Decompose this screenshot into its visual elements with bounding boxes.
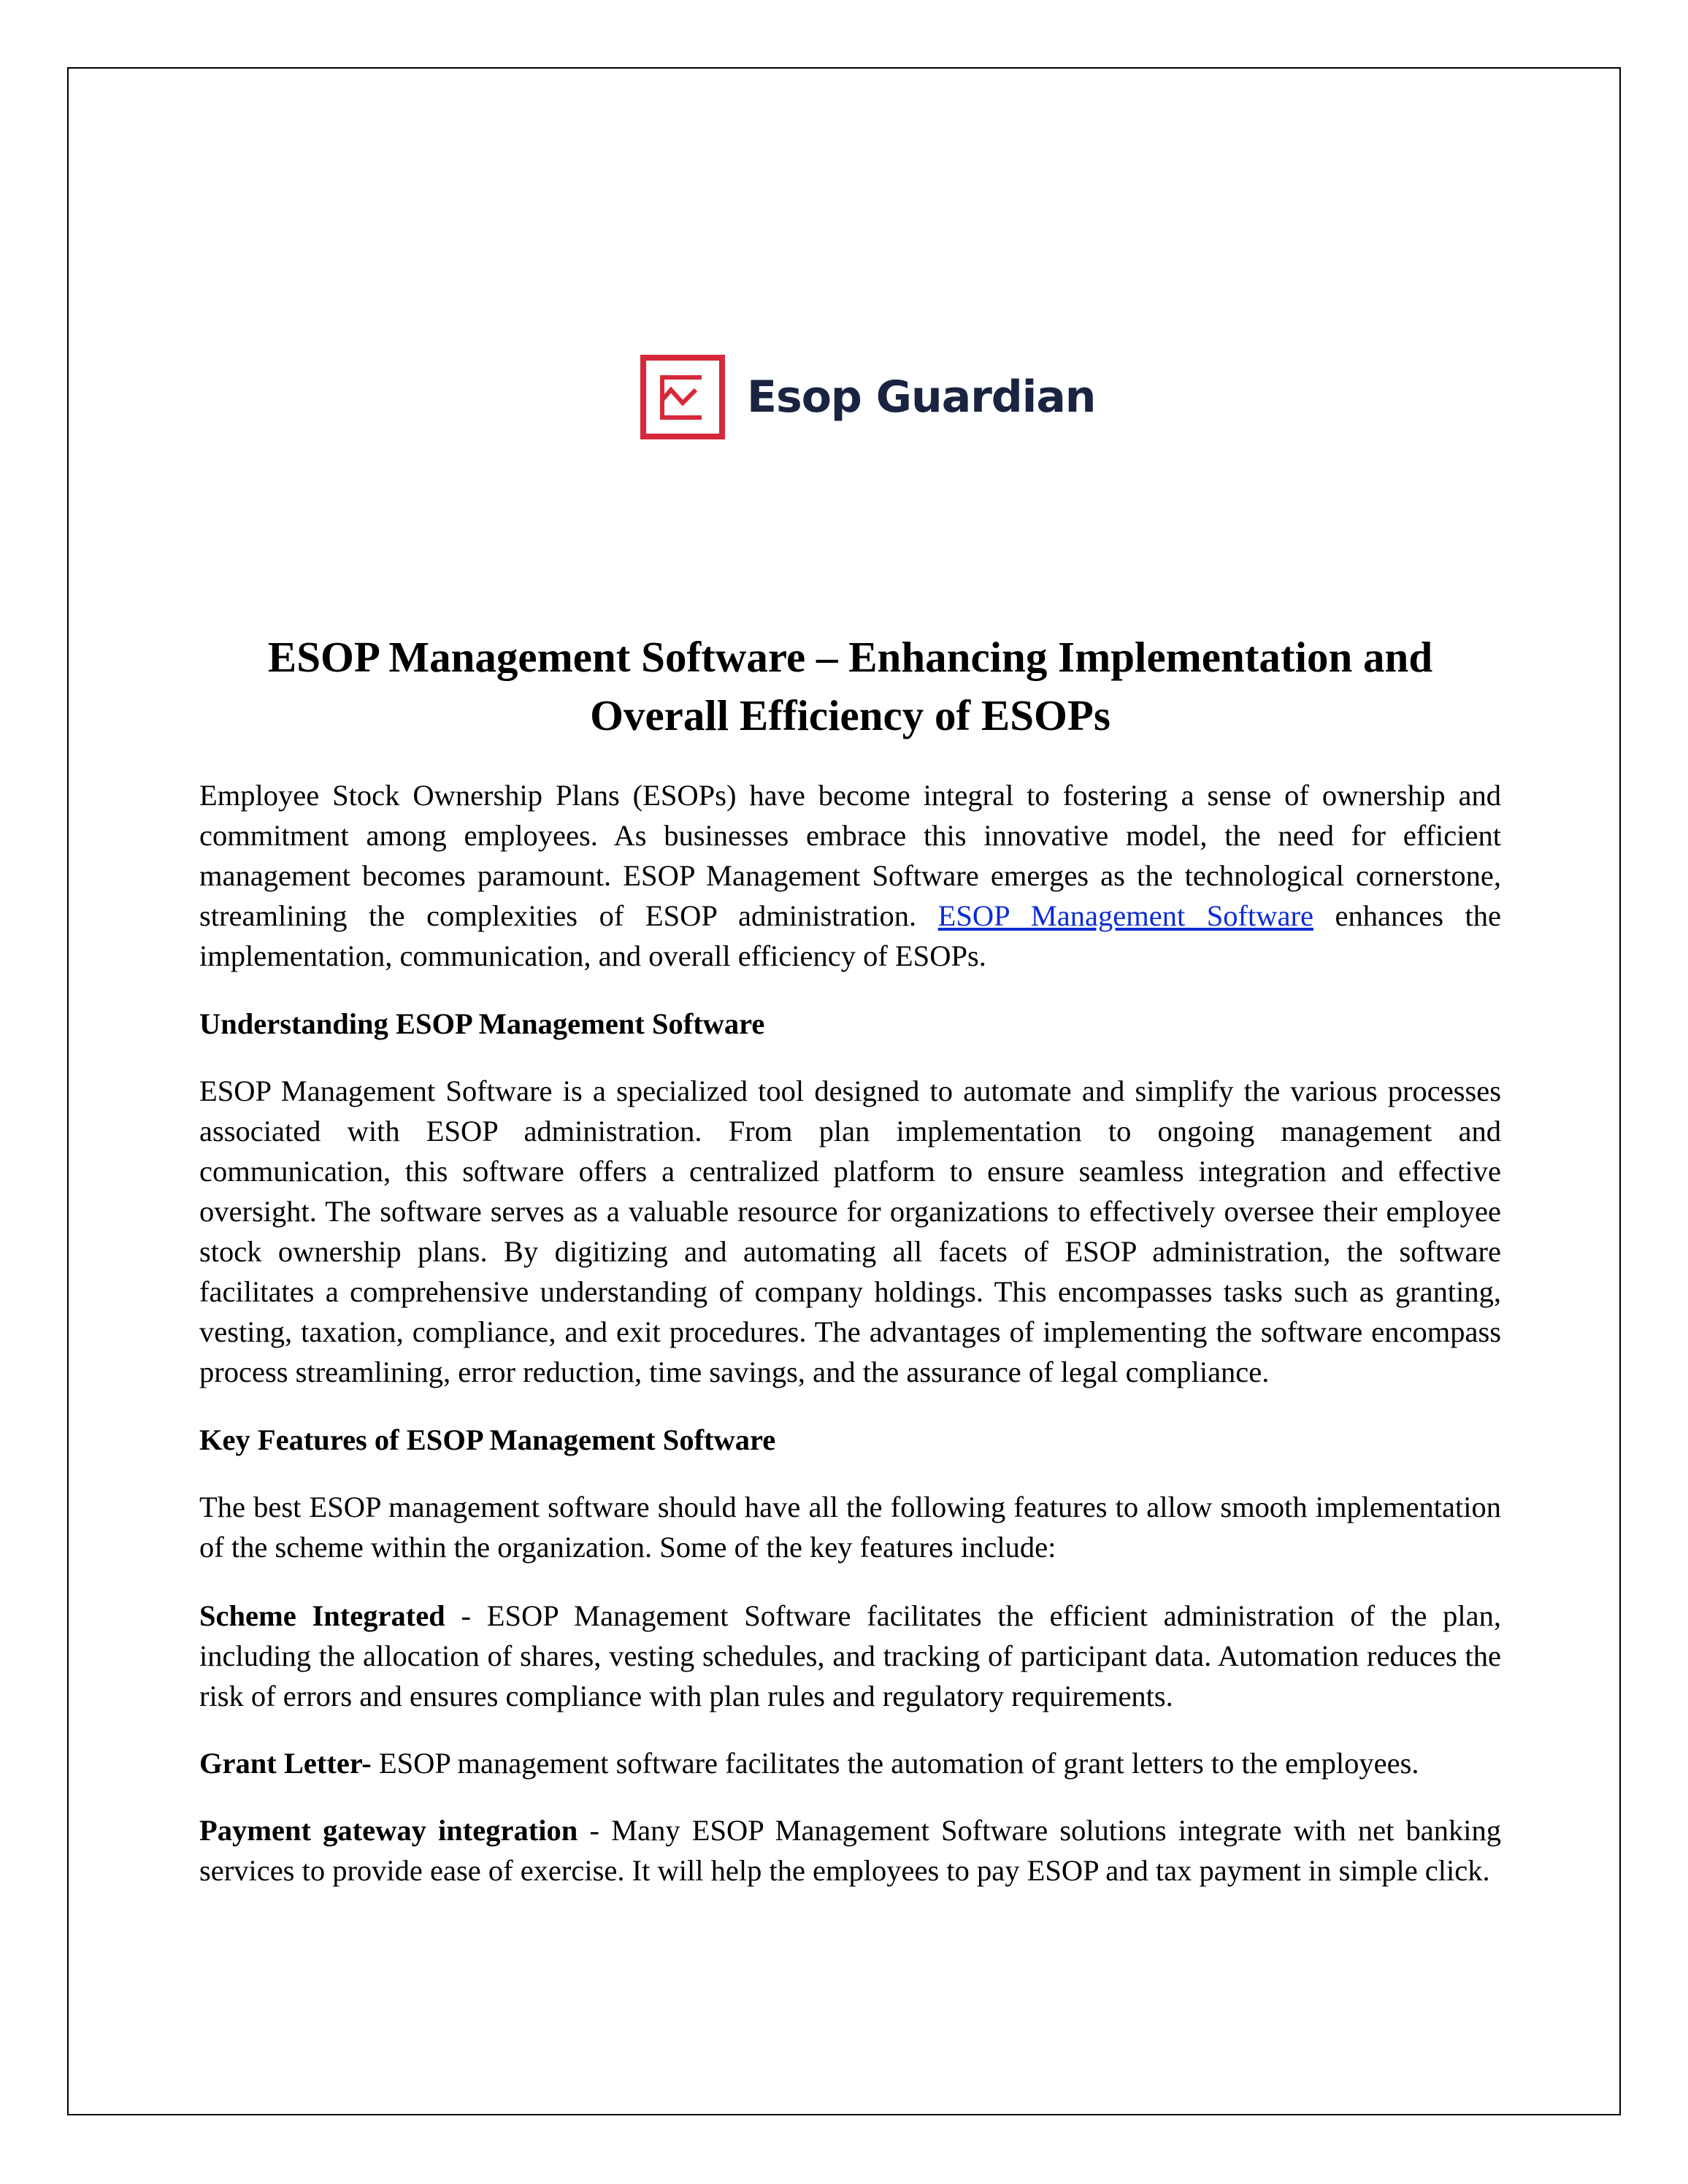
feature-term: Payment gateway integration	[199, 1814, 578, 1847]
intro-text: Employee Stock Ownership Plans (ESOPs) have become integral to fostering a sense of ownership and commitment among employees. As businesses embrace this innovative model, the need for efficient management becomes paramount. ESOP Management Software emerges as the technological cornerstone, streamlining the complexities of ESOP administration.	[199, 779, 1501, 932]
logo-text: Esop Guardian	[747, 372, 1096, 423]
intro-text-end: enhances the implementation, communication, and overall efficiency of ESOPs.	[199, 899, 1501, 972]
esop-software-link[interactable]: ESOP Management Software	[937, 899, 1313, 932]
feature-term: Scheme Integrated	[199, 1599, 445, 1632]
logo	[640, 355, 1096, 439]
page-title: ESOP Management Software – Enhancing Implementation and Overall Efficiency of ESOPs	[267, 633, 1433, 739]
feature-text: - Many ESOP Management Software solutions integrate with net banking services to provide ease of exercise. It will help the employees to pay ESOP and tax payment in simple click.	[199, 1814, 1501, 1887]
feature-text: ESOP management software facilitates the automation of grant letters to the employees.	[371, 1747, 1419, 1780]
section-heading: Key Features of ESOP Management Software	[199, 1423, 776, 1456]
section-paragraph: The best ESOP management software should have all the following features to allow smooth implementation of the scheme within the organization. Some of the key features include:	[199, 1491, 1501, 1564]
feature-item	[199, 1596, 1501, 1716]
chart-in-square-icon	[640, 355, 725, 439]
feature-item	[199, 1810, 1501, 1891]
section-heading: Understanding ESOP Management Software	[199, 1007, 765, 1040]
section-paragraph: ESOP Management Software is a specialized tool designed to automate and simplify the various processes associated with ESOP administration. From plan implementation to ongoing management and communication, this software offers a centralized platform to ensure seamless integration and effective oversight. The software serves as a valuable resource for organizations to effectively oversee their employee stock ownership plans. By digitizing and automating all facets of ESOP administration, the software facilitates a comprehensive understanding of company holdings. This encompasses tasks such as granting, vesting, taxation, compliance, and exit procedures. The advantages of implementing the software encompass process streamlining, error reduction, time savings, and the assurance of legal compliance.	[199, 1074, 1501, 1388]
feature-item	[199, 1743, 1501, 1783]
intro-paragraph	[199, 775, 1501, 976]
feature-text: - ESOP Management Software facilitates the efficient administration of the plan, including the allocation of shares, vesting schedules, and tracking of participant data. Automation reduces the risk of errors and ensures compliance with plan rules and regulatory requirements.	[199, 1599, 1501, 1712]
feature-term: Grant Letter-	[199, 1747, 372, 1780]
